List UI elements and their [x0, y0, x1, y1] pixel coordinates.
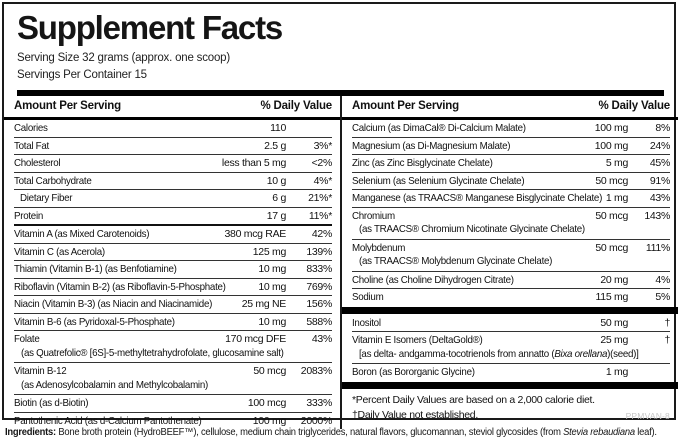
nutrient-amount: 10 mg — [258, 263, 286, 275]
right-column — [342, 96, 678, 429]
row-manganese — [352, 190, 670, 208]
ingredients-text: Ingredients: Bone broth protein (HydroBEEF™), cellulose, medium chain triglycerides, natural flavors, glucomannan, steviol glycosides (from Stevia rebaudiana leaf). — [5, 427, 657, 438]
row-vitamin-b6 — [14, 314, 332, 332]
nutrient-amount: 10 mg — [258, 280, 286, 293]
footnote-percent: *Percent Daily Values are based on a 2,000 calorie diet. — [352, 393, 595, 406]
footnotes — [352, 390, 670, 430]
nutrient-name: Vitamin A (as Mixed Carotenoids) — [14, 228, 150, 240]
nutrient-name: Vitamin C (as Acerola) — [14, 245, 105, 258]
nutrient-dv: 833% — [306, 263, 332, 275]
nutrient-name: Riboflavin (Vitamin B-2) (as Riboflavin-5-Phosphate) — [14, 280, 226, 293]
nutrient-name: Magnesium (as Di-Magnesium Malate) — [352, 139, 511, 152]
row-selenium — [352, 173, 670, 191]
nutrient-dv: 5% — [655, 291, 670, 303]
nutrient-amount: 50 mcg — [595, 241, 628, 254]
nutrient-dv: 11%* — [308, 209, 332, 222]
nutrient-name: Zinc (as Zinc Bisglycinate Chelate) — [352, 157, 493, 169]
row-sodium — [352, 289, 670, 306]
nutrient-name: Dietary Fiber — [20, 192, 73, 204]
row-cholesterol — [14, 155, 332, 173]
nutrient-dv: 4%* — [313, 174, 332, 187]
nutrient-name: Inositol — [352, 316, 381, 329]
nutrient-name: Chromium — [352, 209, 395, 222]
label-border-box — [2, 2, 676, 427]
nutrient-amount: 50 mcg — [595, 209, 628, 222]
nutrient-dv: <2% — [311, 157, 332, 169]
nutrient-dv: 333% — [306, 397, 332, 409]
nutrient-dv: 45% — [649, 157, 670, 169]
nutrient-amount: 50 mcg — [595, 174, 628, 187]
nutrient-name: Choline (as Choline Dihydrogen Citrate) — [352, 273, 514, 286]
row-magnesium — [352, 138, 670, 156]
nutrient-amount: 170 mcg DFE — [225, 333, 286, 345]
nutrient-name: Pantothenic Acid (as d-Calcium Pantothenate) — [14, 414, 202, 427]
row-vitamin-e-isomers — [352, 332, 670, 364]
daily-value-header: % Daily Value — [260, 100, 332, 112]
nutrient-amount: 1 mg — [605, 366, 628, 378]
nutrient-name: Molybdenum — [352, 241, 406, 254]
nutrient-amount: 1 mg — [605, 192, 628, 204]
nutrient-name: Folate — [14, 333, 40, 345]
daily-value-header: % Daily Value — [598, 100, 670, 112]
nutrient-dv: 91% — [649, 174, 670, 187]
nutrient-name: Calcium (as DimaCal® Di-Calcium Malate) — [352, 122, 526, 134]
nutrient-amount: 100 mg — [594, 139, 628, 152]
nutrient-name: Niacin (Vitamin B-3) (as Niacin and Niacinamide) — [14, 298, 213, 310]
nutrient-amount: 25 mg — [600, 334, 628, 346]
nutrient-amount: 50 mg — [600, 316, 628, 329]
nutrient-dv: 2000% — [300, 414, 332, 427]
nutrient-name: Calories — [14, 122, 48, 134]
nutrient-columns — [4, 96, 674, 427]
nutrient-source: (as Quatrefolic® [6S]-5-methyltetrahydrofolate, glucosamine salt) — [21, 346, 284, 359]
row-molybdenum — [352, 240, 670, 272]
row-calcium — [352, 120, 670, 138]
nutrient-name: Protein — [14, 209, 43, 222]
nutrient-dv: 769% — [306, 280, 332, 293]
nutrient-amount: 2.5 g — [264, 139, 286, 152]
row-chromium — [352, 208, 670, 240]
nutrient-amount: less than 5 mg — [221, 157, 286, 169]
nutrient-dv: 3%* — [313, 139, 332, 152]
nutrient-name: Thiamin (Vitamin B-1) (as Benfotiamine) — [14, 263, 177, 275]
row-zinc — [352, 155, 670, 173]
nutrient-dv: 24% — [649, 139, 670, 152]
nutrient-name: Total Fat — [14, 139, 49, 152]
nutrient-amount: 25 mg NE — [241, 298, 286, 310]
nutrient-amount: 17 g — [266, 209, 286, 222]
nutrient-dv: 588% — [306, 315, 332, 328]
nutrient-source: (as Adenosylcobalamin and Methylcobalamin) — [21, 378, 208, 391]
nutrient-source: (as TRAACS® Molybdenum Glycinate Chelate) — [359, 255, 553, 267]
row-boron — [352, 364, 670, 381]
row-inositol — [352, 315, 670, 333]
row-biotin — [14, 395, 332, 413]
nutrient-name: Total Carbohydrate — [14, 174, 92, 187]
nutrient-amount: 115 mg — [595, 291, 628, 303]
right-column-header — [342, 96, 678, 120]
nutrient-amount: 10 mg — [258, 315, 286, 328]
nutrient-name: Biotin (as d-Biotin) — [14, 397, 89, 409]
nutrient-amount: 20 mg — [600, 273, 628, 286]
ingredients-italic-species: Stevia rebaudiana — [563, 427, 635, 438]
nutrient-name: Cholesterol — [14, 157, 61, 169]
nutrient-dv: 143% — [644, 209, 670, 222]
row-protein — [14, 208, 332, 227]
amount-per-serving-header: Amount Per Serving — [14, 100, 121, 112]
row-folate — [14, 331, 332, 363]
page-title: Supplement Facts — [17, 9, 283, 46]
nutrient-amount: 10 g — [266, 174, 286, 187]
ingredients-label: Ingredients: — [5, 427, 56, 438]
nutrient-amount: 100 mg — [252, 414, 286, 427]
nutrient-source: (as TRAACS® Chromium Nicotinate Glycinate Chelate) — [359, 223, 585, 235]
nutrient-name: Vitamin E Isomers (DeltaGold®) — [352, 334, 483, 346]
footnote-dagger: †Daily Value not established. — [352, 408, 478, 421]
nutrient-amount: 6 g — [272, 192, 286, 204]
nutrient-name: Sodium — [352, 291, 384, 303]
servings-per-container: Servings Per Container 15 — [17, 69, 147, 81]
row-total-carbohydrate — [14, 173, 332, 191]
section-bar — [342, 307, 678, 314]
nutrient-amount: 380 mcg RAE — [224, 228, 286, 240]
nutrient-name: Selenium (as Selenium Glycinate Chelate) — [352, 174, 525, 187]
nutrient-name: Manganese (as TRAACS® Manganese Bisglycinate Chelate) — [352, 192, 603, 204]
nutrient-amount: 5 mg — [605, 157, 628, 169]
nutrient-dv: 139% — [306, 245, 332, 258]
nutrient-amount: 100 mg — [594, 122, 628, 134]
nutrient-amount: 100 mcg — [247, 397, 286, 409]
nutrient-dv: 111% — [645, 241, 670, 254]
nutrient-amount: 50 mcg — [253, 365, 286, 377]
nutrient-dv: 8% — [655, 122, 670, 134]
label-header — [4, 4, 674, 96]
amount-per-serving-header: Amount Per Serving — [352, 100, 459, 112]
row-choline — [352, 272, 670, 290]
row-thiamin — [14, 261, 332, 279]
row-vitamin-c — [14, 244, 332, 262]
nutrient-dv: 43% — [649, 192, 670, 204]
nutrient-dv: 156% — [306, 298, 332, 310]
left-column — [4, 96, 340, 429]
section-bar — [342, 382, 678, 389]
row-total-fat — [14, 138, 332, 156]
row-niacin — [14, 296, 332, 314]
nutrient-dv: 4% — [655, 273, 670, 286]
nutrient-dv: 2083% — [300, 365, 332, 377]
nutrient-amount: 125 mg — [252, 245, 286, 258]
nutrient-dv: 43% — [311, 333, 332, 345]
row-dietary-fiber — [14, 190, 332, 208]
row-calories — [14, 120, 332, 138]
nutrient-dv: 42% — [311, 228, 332, 240]
serving-size: Serving Size 32 grams (approx. one scoop) — [17, 52, 230, 64]
row-riboflavin — [14, 279, 332, 297]
nutrient-name: Boron (as Bororganic Glycine) — [352, 366, 475, 378]
nutrient-name: Vitamin B-12 — [14, 365, 67, 377]
row-vitamin-b12 — [14, 363, 332, 395]
nutrient-dv: † — [664, 334, 670, 346]
nutrient-dv: † — [664, 316, 670, 329]
nutrient-dv: 21%* — [308, 192, 332, 204]
nutrient-source: [as delta- andgamma-tocotrienols from annatto (Bixa orellana)(seed)] — [359, 347, 639, 360]
nutrient-name: Vitamin B-6 (as Pyridoxal-5-Phosphate) — [14, 315, 175, 328]
product-code: PPMVAN-8 — [625, 410, 670, 421]
row-vitamin-a — [14, 226, 332, 244]
nutrient-amount: 110 — [270, 122, 286, 134]
left-column-header — [4, 96, 340, 120]
